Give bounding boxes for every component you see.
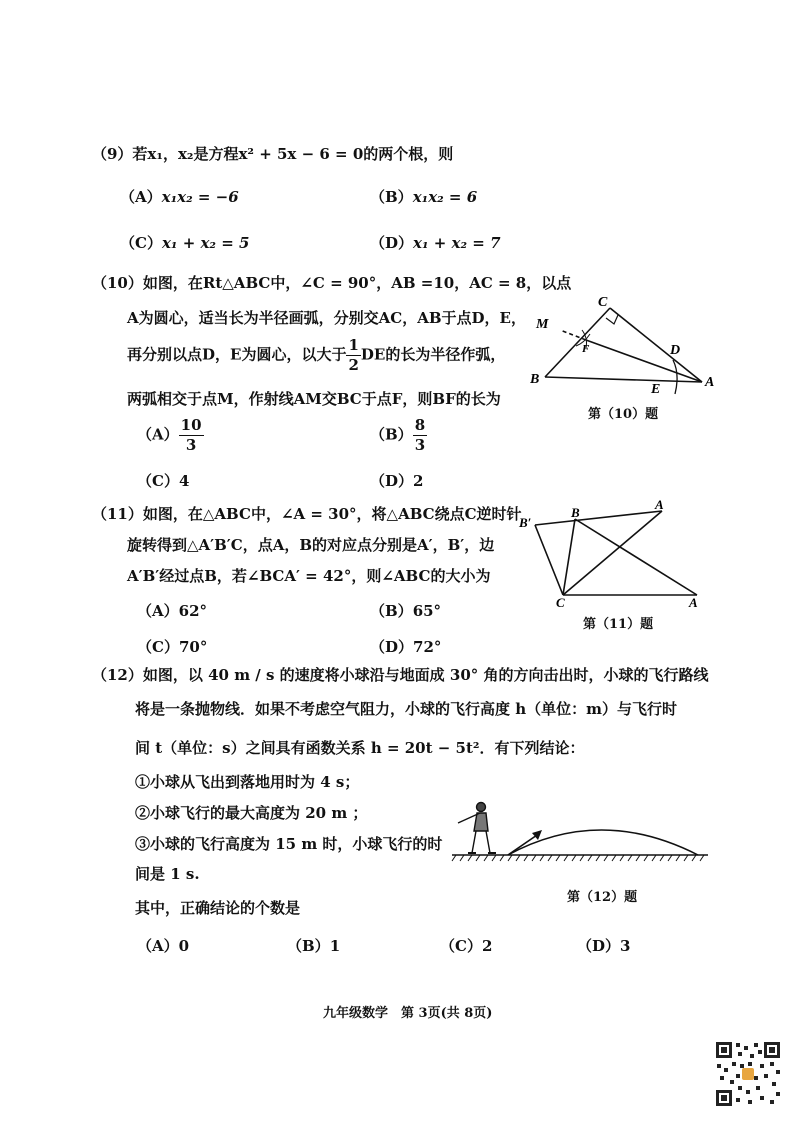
q11-line-2: 旋转得到△A′B′C，点A，B的对应点分别是A′，B′，边 [127, 536, 495, 554]
option-text: x₁x₂ = −6 [161, 188, 239, 206]
q10-line-3 [127, 338, 505, 373]
q10-option-b [370, 418, 427, 453]
arrow-head [532, 830, 542, 840]
page-footer: 九年级数学 第 3页(共 8页) [323, 1006, 493, 1021]
q10-line-1: （10）如图，在Rt△ABC中，∠C = 90°，AB =10，AC = 8，以点 [92, 274, 572, 292]
q9-option-b [370, 186, 477, 207]
q10-line-3-text: 再分别以点D，E为圆心，以大于 [127, 345, 347, 364]
option-label: （A） [137, 602, 179, 620]
segment-a-prime-c [563, 511, 662, 595]
option-text: 70° [178, 638, 208, 656]
option-fraction: $\frac{8}{3}$ [414, 416, 426, 454]
option-text: 1 [329, 937, 341, 955]
label-b: B [571, 505, 580, 520]
q9-stem: （9）若x₁，x₂是方程x² + 5x − 6 = 0的两个根，则 [92, 145, 454, 163]
option-text: 72° [413, 638, 442, 656]
label-b-prime: B′ [519, 515, 532, 530]
option-label: （B） [370, 425, 413, 444]
q12-conclusion-2: ②小球飞行的最大高度为 20 m ； [135, 804, 368, 822]
q9-option-c [120, 232, 249, 253]
q9-option-d [370, 232, 501, 253]
qr-code [714, 1040, 782, 1108]
option-label: （B） [370, 188, 413, 206]
golfer-left-leg [472, 831, 476, 853]
q12-option-d [577, 935, 630, 956]
q11-option-b [370, 600, 441, 621]
arc-de [673, 360, 677, 394]
q12-conclusion-1: ①小球从飞出到落地用时为 4 s； [135, 773, 360, 791]
option-fraction: $\frac{10}{3}$ [180, 416, 202, 454]
q9-option-a [120, 186, 239, 207]
label-c: C [598, 295, 608, 310]
option-label: （D） [370, 638, 414, 656]
segment-ca [610, 308, 702, 382]
qr-logo [742, 1068, 754, 1080]
label-a-prime: A [655, 497, 664, 512]
option-label: （D） [370, 472, 414, 490]
segment-b-prime-a-prime [535, 511, 662, 525]
option-text: 2 [481, 937, 493, 955]
figure-12 [450, 795, 712, 865]
option-text: 62° [178, 602, 208, 620]
figure-10-caption: 第（10）题 [588, 407, 659, 422]
q11-option-c [137, 636, 207, 657]
segment-bc [545, 308, 610, 377]
option-text: 65° [412, 602, 442, 620]
option-text: x₁ + x₂ = 7 [413, 234, 501, 252]
q10-option-d [370, 470, 423, 491]
golfer-right-leg [486, 831, 490, 853]
label-c: C [556, 595, 565, 609]
figure-11-caption: 第（11）题 [583, 617, 654, 632]
ray-am [586, 340, 702, 382]
label-a: A [689, 595, 698, 609]
q10-line-4: 两弧相交于点M，作射线AM交BC于点F，则BF的长为 [127, 390, 501, 408]
option-label: （D） [577, 937, 621, 955]
label-f: F [582, 343, 590, 355]
golfer-body [474, 813, 488, 831]
q12-option-c [440, 935, 492, 956]
segment-ba [545, 377, 702, 382]
q12-line-2: 将是一条抛物线．如果不考虑空气阻力，小球的飞行高度 h（单位：m）与飞行时 [135, 700, 678, 718]
option-label: （C） [440, 937, 482, 955]
label-e: E [651, 382, 661, 397]
option-text: x₁ + x₂ = 5 [161, 234, 250, 252]
ground-hatching [452, 855, 704, 861]
golfer [458, 803, 496, 854]
option-label: （B） [370, 602, 413, 620]
label-m: M [536, 317, 549, 332]
q12-option-b [287, 935, 340, 956]
q11-line-1: （11）如图，在△ABC中，∠A = 30°，将△ABC绕点C逆时针 [92, 505, 522, 523]
q10-option-a [137, 418, 204, 453]
q12-conclusion-3: ③小球的飞行高度为 15 m 时，小球飞行的时 [135, 835, 443, 853]
option-label: （A） [137, 937, 179, 955]
q10-line-3-tail: DE的长为半径作弧， [360, 345, 506, 364]
q12-question: 其中，正确结论的个数是 [135, 899, 301, 917]
option-text: 3 [620, 937, 631, 955]
label-b: B [530, 372, 540, 387]
segment-bc [563, 519, 575, 595]
option-text: 0 [178, 937, 190, 955]
option-label: （C） [120, 234, 162, 252]
option-label: （D） [370, 234, 414, 252]
q10-line-2: A为圆心，适当长为半径画弧，分别交AC，AB于点D，E， [127, 309, 526, 327]
option-label: （B） [287, 937, 330, 955]
option-label: （A） [137, 425, 179, 444]
figure-11 [515, 497, 715, 609]
option-label: （C） [137, 638, 179, 656]
right-angle-mark [606, 315, 618, 324]
q10-option-c [137, 470, 189, 491]
half-fraction: $\frac{1}{2}$ [348, 336, 359, 374]
option-text: x₁x₂ = 6 [412, 188, 478, 206]
q11-option-a [137, 600, 207, 621]
option-text: 4 [178, 472, 190, 490]
q12-conclusion-3-cont: 间是 1 s. [135, 865, 200, 883]
q11-option-d [370, 636, 441, 657]
segment-ba [575, 519, 697, 595]
option-text: 2 [413, 472, 424, 490]
option-label: （A） [120, 188, 162, 206]
label-d: D [670, 343, 681, 358]
option-label: （C） [137, 472, 179, 490]
label-a: A [705, 375, 715, 390]
q12-line-1: （12）如图，以 40 m / s 的速度将小球沿与地面成 30° 角的方向击出时，小球的飞行路线 [92, 666, 709, 684]
figure-12-caption: 第（12）题 [567, 890, 638, 905]
q11-line-3: A′B′经过点B，若∠BCA′ = 42°，则∠ABC的大小为 [127, 567, 491, 585]
golfer-head [477, 803, 486, 812]
q12-option-a [137, 935, 189, 956]
q12-line-3: 间 t（单位：s）之间具有函数关系 h = 20t − 5t²．有下列结论： [135, 739, 585, 757]
segment-b-prime-c [535, 525, 563, 595]
